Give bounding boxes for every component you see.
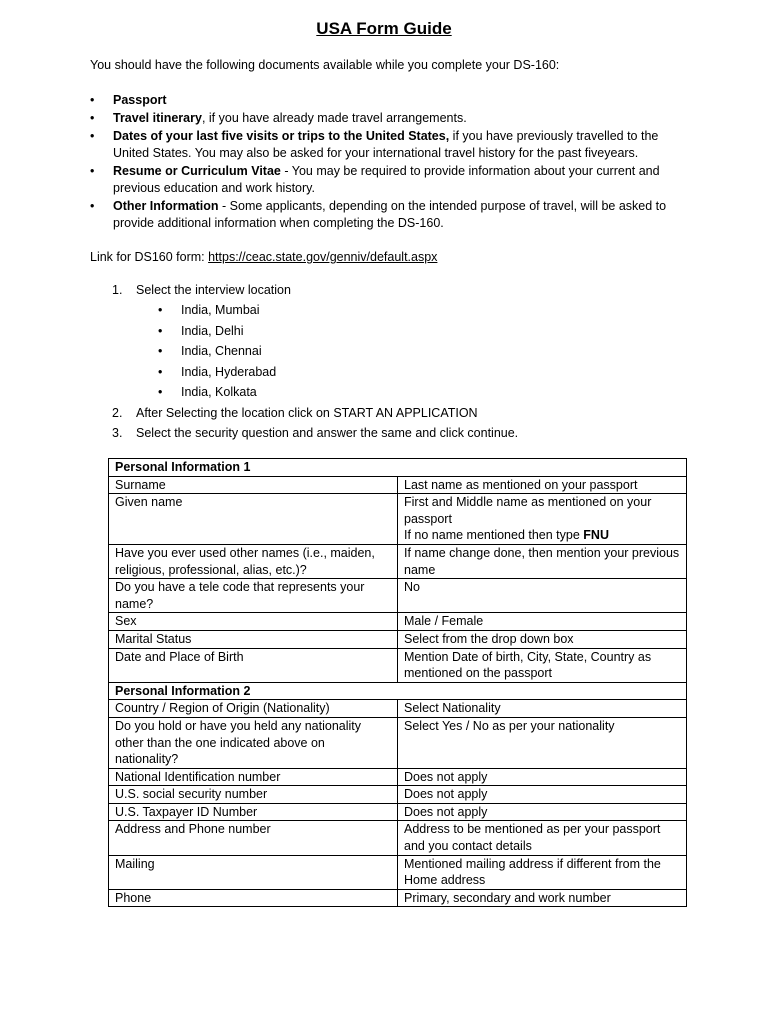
table-row — [109, 821, 687, 855]
city-item: • India, Mumbai — [158, 303, 260, 317]
table-row — [109, 786, 687, 804]
answer-cell: Male / Female — [398, 613, 687, 631]
question-cell: Marital Status — [109, 630, 398, 648]
question-cell: Surname — [109, 476, 398, 494]
intro-text: You should have the following documents available while you complete your DS-160: — [90, 58, 560, 72]
table-row — [109, 803, 687, 821]
answer-cell: Mention Date of birth, City, State, Country as mentioned on the passport — [398, 648, 687, 682]
document-text: , if you have already made travel arrangements. — [201, 111, 467, 125]
city-item: • India, Chennai — [158, 344, 262, 358]
answer-cell: Mentioned mailing address if different from the Home address — [398, 855, 687, 889]
table-row — [109, 648, 687, 682]
table-row — [109, 889, 687, 907]
bullet-icon: • — [90, 164, 95, 178]
step-number: 2. — [112, 406, 123, 420]
question-cell: Sex — [109, 613, 398, 631]
answer-cell: Does not apply — [398, 768, 687, 786]
documents-list — [90, 92, 670, 233]
answer-cell: No — [398, 579, 687, 613]
city-item: • India, Delhi — [158, 323, 244, 338]
document-text: if you have previously travelled to the United States. You may also be asked for your international travel history for the past fiveyears. — [113, 129, 659, 160]
table-row — [109, 613, 687, 631]
step-1 — [112, 282, 672, 299]
step-number: 1. — [112, 283, 123, 297]
table-row — [109, 855, 687, 889]
table-row — [109, 494, 687, 545]
table-row — [109, 579, 687, 613]
link-prefix: Link for DS160 form: — [90, 250, 209, 264]
document-item — [90, 128, 670, 162]
section-header-row — [109, 459, 687, 477]
question-cell: National Identification number — [109, 768, 398, 786]
document-label: Other Information — [113, 199, 219, 213]
table-row — [109, 544, 687, 578]
bullet-icon: • — [158, 344, 163, 358]
document-label: Passport — [113, 93, 167, 107]
document-item — [90, 198, 670, 232]
question-cell: Phone — [109, 889, 398, 907]
answer-cell: Primary, secondary and work number — [398, 889, 687, 907]
document-text: - You may be required to provide information about your current and previous education and work history. — [113, 164, 660, 195]
question-cell: Address and Phone number — [109, 821, 398, 855]
question-cell: Given name — [109, 494, 398, 545]
step-2 — [112, 405, 672, 422]
table-row — [109, 700, 687, 718]
answer-cell: Does not apply — [398, 803, 687, 821]
question-cell: Do you have a tele code that represents your name? — [109, 579, 398, 613]
ds160-link-line — [90, 249, 690, 266]
city-item: • India, Hyderabad — [158, 364, 277, 379]
personal-info-table — [108, 458, 687, 907]
ds160-form-link[interactable]: https://ceac.state.gov/genniv/default.aspx — [208, 250, 438, 264]
answer-cell: Select Nationality — [398, 700, 687, 718]
bullet-icon: • — [158, 323, 163, 338]
city-list — [158, 302, 458, 405]
document-item — [90, 92, 670, 109]
bullet-icon: • — [90, 93, 95, 107]
table-row — [109, 476, 687, 494]
step-number: 3. — [112, 426, 123, 440]
bullet-icon: • — [90, 129, 95, 143]
answer-cell: Address to be mentioned as per your passport and you contact details — [398, 821, 687, 855]
step-3 — [112, 425, 672, 442]
table-row — [109, 630, 687, 648]
bullet-icon: • — [158, 385, 163, 399]
answer-cell: If name change done, then mention your previous name — [398, 544, 687, 578]
question-cell: U.S. Taxpayer ID Number — [109, 803, 398, 821]
document-item — [90, 110, 670, 127]
table-row — [109, 717, 687, 768]
bullet-icon: • — [158, 303, 163, 317]
bullet-icon: • — [158, 364, 163, 379]
city-item: • India, Kolkata — [158, 385, 257, 399]
question-cell: Mailing — [109, 855, 398, 889]
answer-cell: Select from the drop down box — [398, 630, 687, 648]
question-cell: U.S. social security number — [109, 786, 398, 804]
document-label: Travel itinerary — [113, 111, 202, 125]
question-cell: Date and Place of Birth — [109, 648, 398, 682]
question-cell: Country / Region of Origin (Nationality) — [109, 700, 398, 718]
answer-cell: First and Middle name as mentioned on your passport If no name mentioned then type FNU — [398, 494, 687, 545]
step-text: Select the interview location — [136, 283, 291, 297]
section-title: Personal Information 2 — [109, 682, 687, 700]
answer-cell: Select Yes / No as per your nationality — [398, 717, 687, 768]
bullet-icon: • — [90, 199, 95, 213]
document-label: Dates of your last five visits or trips to the United States, — [113, 129, 450, 143]
document-label: Resume or Curriculum Vitae — [113, 164, 281, 178]
question-cell: Have you ever used other names (i.e., maiden, religious, professional, alias, etc.)? — [109, 544, 398, 578]
section-title: Personal Information 1 — [109, 459, 687, 477]
section-header-row — [109, 682, 687, 700]
table-row — [109, 768, 687, 786]
step-text: Select the security question and answer the same and click continue. — [136, 426, 519, 440]
answer-cell: Last name as mentioned on your passport — [398, 476, 687, 494]
step-text: After Selecting the location click on START AN APPLICATION — [136, 406, 478, 420]
question-cell: Do you hold or have you held any nationality other than the one indicated above on nationality? — [109, 717, 398, 768]
answer-cell: Does not apply — [398, 786, 687, 804]
document-text: - Some applicants, depending on the intended purpose of travel, will be asked to provide additional information when completing the DS-160. — [113, 199, 667, 230]
bullet-icon: • — [90, 111, 95, 125]
document-item — [90, 163, 670, 197]
page-title: USA Form Guide — [316, 19, 452, 38]
